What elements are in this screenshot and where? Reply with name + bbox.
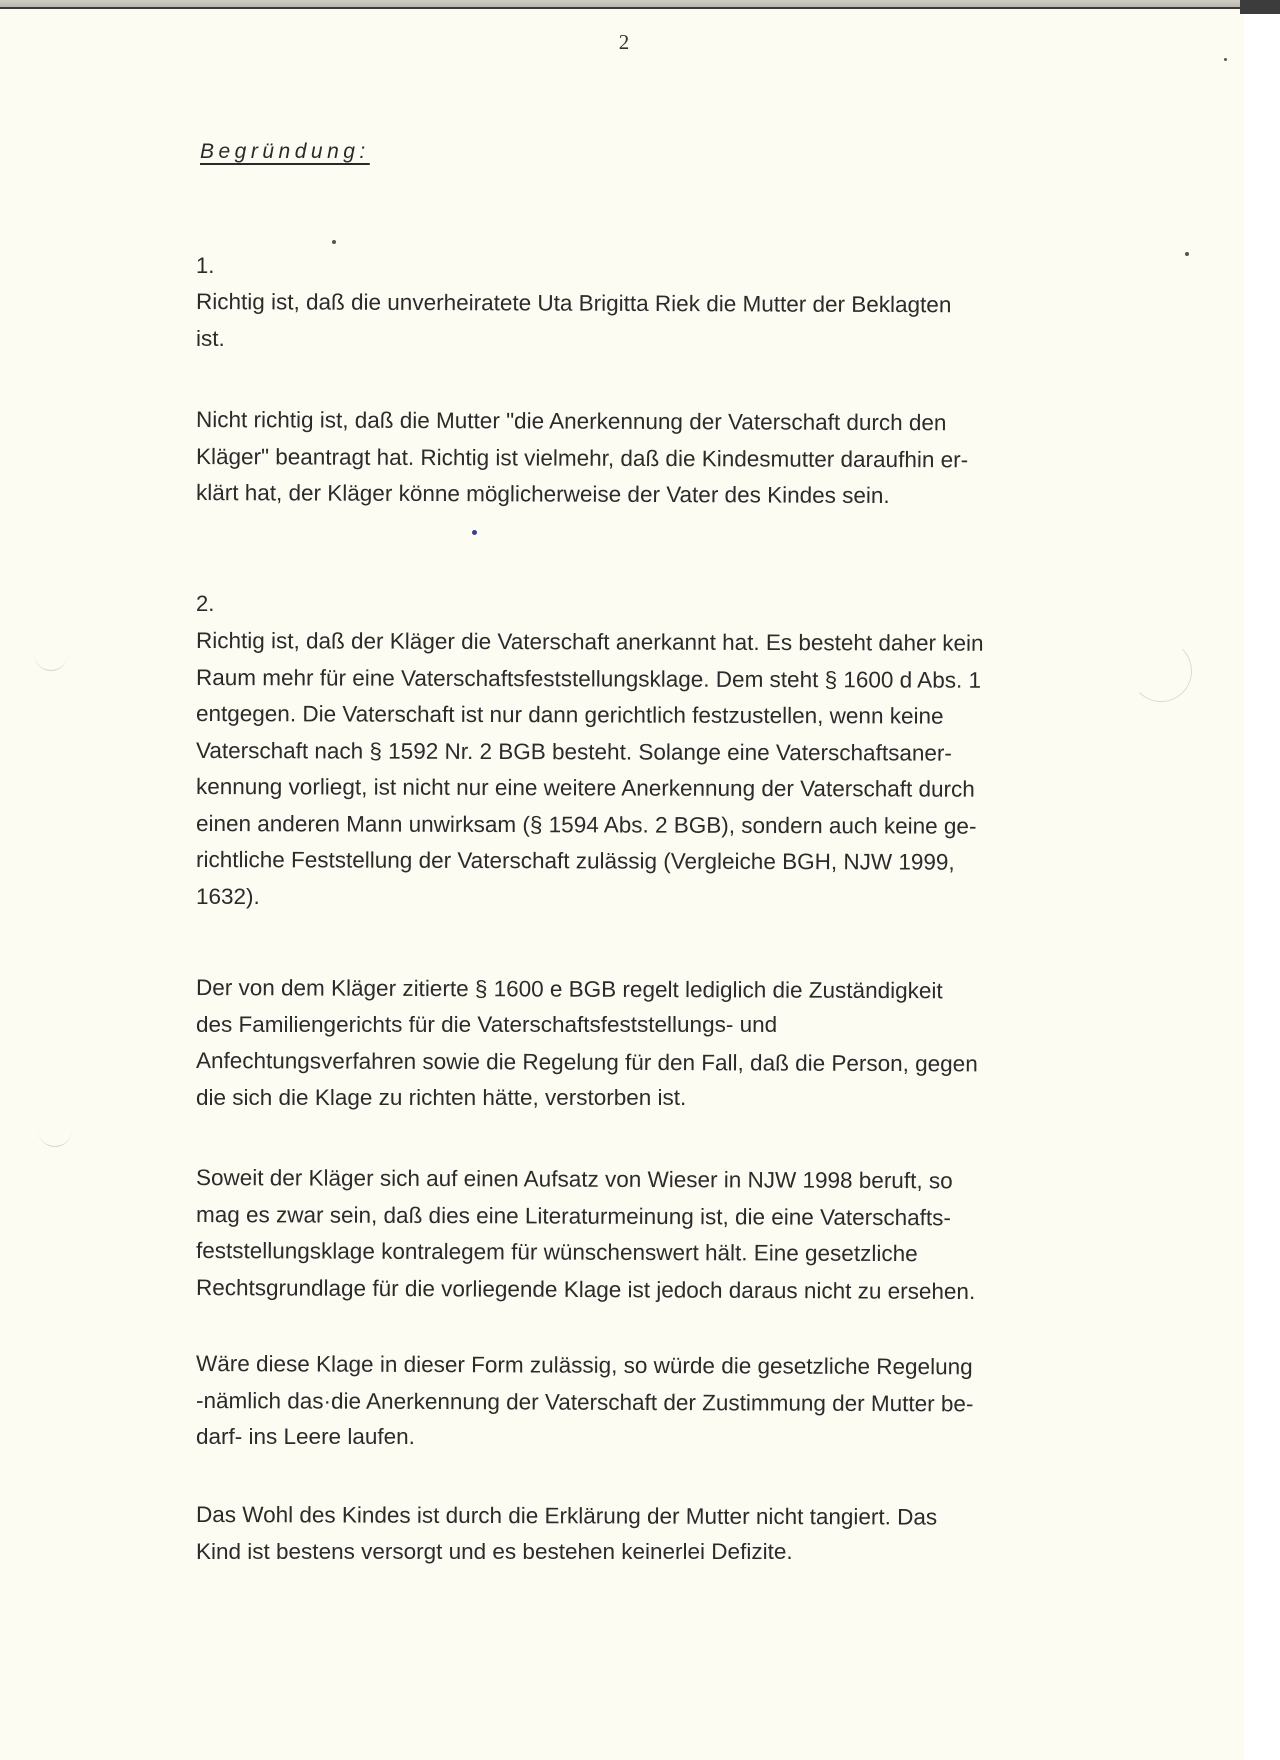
text-line: Rechtsgrundlage für die vorliegende Klage ist jedoch daraus nicht zu ersehen. (195, 1274, 976, 1304)
scan-corner-shadow (1240, 0, 1280, 14)
text-line: Richtig ist, daß der Kläger die Vaterschaft anerkannt hat. Es besteht daher kein (195, 628, 984, 656)
section-heading: Begründung: (200, 140, 370, 163)
text-line: klärt hat, der Kläger könne möglicherweise der Vater des Kindes sein. (195, 480, 890, 509)
text-line: Kind ist bestens versorgt und es bestehen keinerlei Defizite. (196, 1538, 793, 1564)
punch-hole-shadow (1130, 640, 1192, 702)
text-line: ist. (196, 325, 225, 351)
text-line: kennung vorliegt, ist nicht nur eine weitere Anerkennung der Vaterschaft durch (195, 774, 975, 802)
text-line: Anfechtungsverfahren sowie die Regelung für den Fall, daß die Person, gegen (195, 1048, 978, 1077)
text-line: Soweit der Kläger sich auf einen Aufsatz von Wieser in NJW 1998 beruft, so (195, 1165, 953, 1194)
text-line: die sich die Klage zu richten hätte, verstorben ist. (196, 1084, 687, 1110)
section-number: 1. (196, 253, 215, 278)
punch-hole-mark (38, 1128, 72, 1147)
text-line: Wäre diese Klage in dieser Form zulässig, so würde die gesetzliche Regelung (195, 1351, 973, 1380)
section-1 (196, 248, 1096, 357)
page-number: 2 (618, 30, 630, 54)
section-2-paragraph-4 (196, 1346, 1096, 1456)
punch-hole-mark (34, 652, 68, 671)
text-line: Raum mehr für eine Vaterschaftsfeststellungsklage. Dem steht § 1600 d Abs. 1 (195, 664, 982, 693)
section-number: 2. (196, 591, 215, 616)
section-2-paragraph-5 (196, 1497, 1096, 1570)
text-line: 1632). (196, 883, 260, 909)
text-line: -nämlich das·die Anerkennung der Vaterschaft der Zustimmung der Mutter be- (195, 1387, 974, 1416)
text-line: des Familiengerichts für die Vaterschaftsfeststellungs- und (196, 1011, 778, 1037)
text-line: Richtig ist, daß die unverheiratete Uta Brigitta Riek die Mutter der Beklagten (195, 289, 952, 318)
ink-dot (472, 530, 477, 535)
scan-top-edge (0, 0, 1280, 9)
text-line: Kläger" beantragt hat. Richtig ist vielmehr, daß die Kindesmutter daraufhin er- (195, 443, 969, 472)
text-line: einen anderen Mann unwirksam (§ 1594 Abs. 2 BGB), sondern auch keine ge- (195, 810, 977, 839)
section-2 (196, 586, 1096, 915)
text-line: entgegen. Die Vaterschaft ist nur dann gerichtlich festzustellen, wenn keine (195, 701, 944, 729)
scan-speck (1224, 58, 1227, 61)
text-line: Der von dem Kläger zitierte § 1600 e BGB regelt lediglich die Zuständigkeit (195, 975, 943, 1004)
section-2-paragraph-2 (196, 970, 1096, 1116)
section-1-paragraph-2 (196, 402, 1096, 512)
paragraph (196, 284, 1096, 357)
text-line: Vaterschaft nach § 1592 Nr. 2 BGB besteht. Solange eine Vaterschaftsaner- (195, 737, 952, 766)
text-line: Das Wohl des Kindes ist durch die Erklärung der Mutter nicht tangiert. Das (195, 1502, 938, 1530)
text-line: mag es zwar sein, daß dies eine Literaturmeinung ist, die eine Vaterschafts- (195, 1201, 952, 1230)
paragraph (196, 623, 1096, 915)
scan-right-margin (1244, 14, 1280, 1760)
scan-speck (1185, 252, 1189, 256)
text-line: richtliche Feststellung der Vaterschaft zulässig (Vergleiche BGH, NJW 1999, (195, 847, 955, 875)
text-line: Nicht richtig ist, daß die Mutter "die Anerkennung der Vaterschaft durch den (195, 407, 947, 436)
scan-speck (332, 240, 336, 244)
text-line: darf- ins Leere laufen. (196, 1424, 415, 1449)
section-2-paragraph-3 (196, 1160, 1096, 1306)
text-line: feststellungsklage kontralegem für wünschenswert hält. Eine gesetzliche (195, 1238, 918, 1267)
